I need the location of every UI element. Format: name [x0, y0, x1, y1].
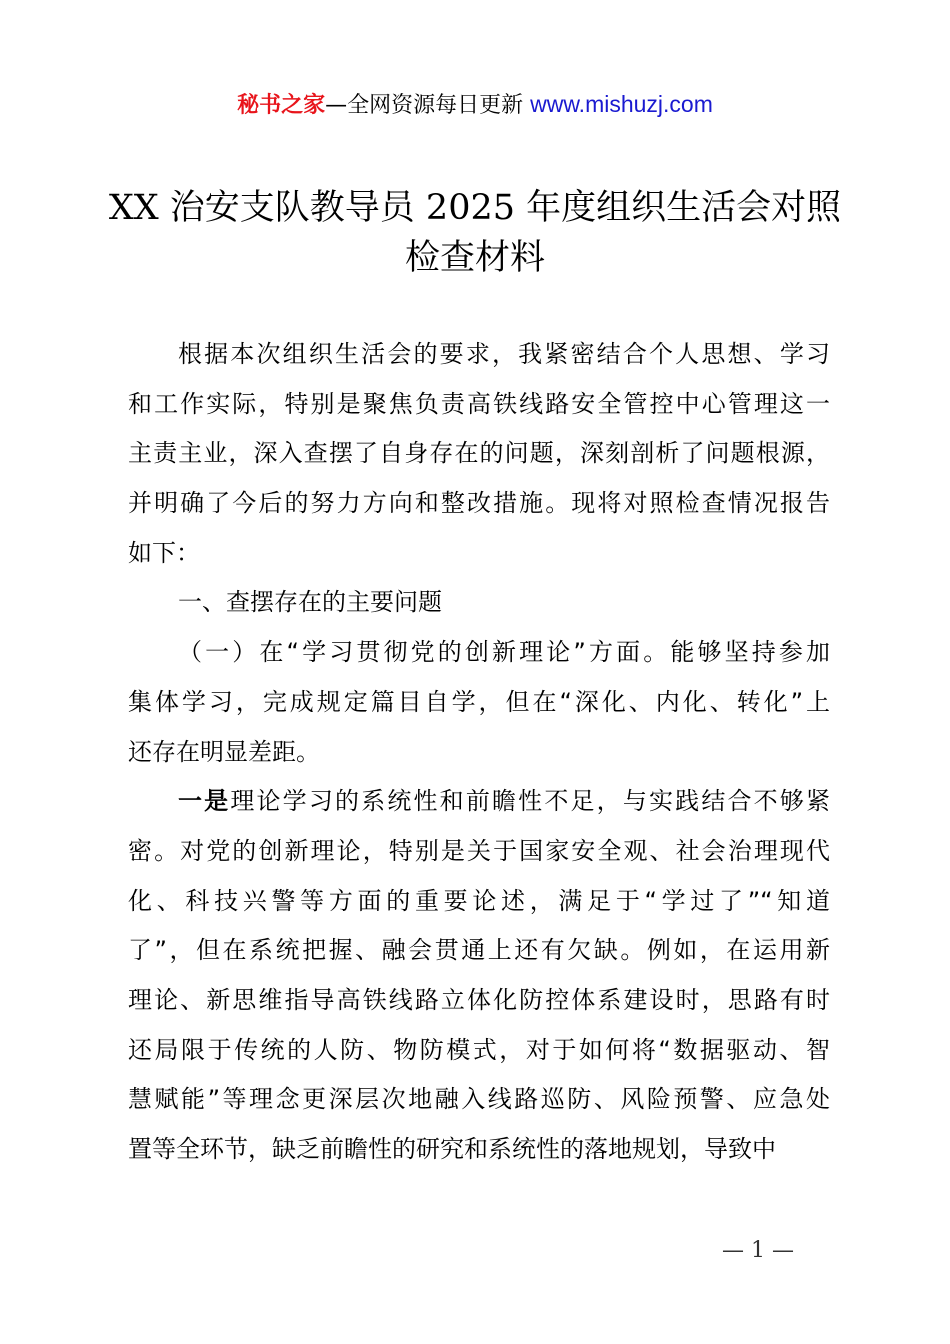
paragraph-line: [128, 429, 830, 479]
line-text: 了”，但在系统把握、融会贯通上还有欠缺。例如，在运用新: [128, 936, 830, 965]
document-body: [128, 330, 830, 1175]
line-text: 一、查摆存在的主要问题: [178, 588, 442, 617]
line-text: 还存在明显差距。: [128, 737, 320, 766]
line-text: 化、科技兴警等方面的重要论述，满足于“学过了”“知道: [128, 886, 830, 915]
site-header: [0, 88, 950, 119]
tagline: —全网资源每日更新: [325, 93, 524, 118]
paragraph-line: [128, 578, 830, 628]
line-text: 主责主业，深入查摆了自身存在的问题，深刻剖析了问题根源，: [128, 439, 830, 468]
title-line: XX 治安支队教导员 2025 年度组织生活会对照: [108, 188, 842, 228]
paragraph-line: [128, 330, 830, 380]
line-text: （一）在“学习贯彻党的创新理论”方面。能够坚持参加: [178, 638, 830, 667]
paragraph-line: [128, 827, 830, 877]
line-text: 如下：: [128, 538, 200, 567]
paragraph-line: [128, 728, 830, 778]
title-line: 检查材料: [404, 238, 545, 278]
document-title: [100, 183, 850, 283]
bold-lead: 一是: [178, 787, 231, 816]
site-url[interactable]: www.mishuzj.com: [530, 91, 713, 117]
paragraph-line: [128, 1125, 830, 1175]
paragraph-line: [128, 380, 830, 430]
paragraph-line: [128, 479, 830, 529]
paragraph-line: [128, 926, 830, 976]
line-text: 置等全环节，缺乏前瞻性的研究和系统性的落地规划，导致中: [128, 1135, 776, 1163]
paragraph-line: [128, 1026, 830, 1076]
paragraph-line: [128, 529, 830, 579]
paragraph-line: [128, 877, 830, 927]
paragraph-line: [128, 976, 830, 1026]
line-text: 理论学习的系统性和前瞻性不足，与实践结合不够紧: [230, 787, 831, 816]
page-number: — 1 —: [722, 1238, 794, 1263]
brand-name: 秘书之家: [237, 93, 326, 118]
line-text: 根据本次组织生活会的要求，我紧密结合个人思想、学习: [178, 340, 830, 368]
line-text: 慧赋能”等理念更深层次地融入线路巡防、风险预警、应急处: [128, 1085, 830, 1114]
paragraph-line: [128, 777, 830, 827]
line-text: 理论、新思维指导高铁线路立体化防控体系建设时，思路有时: [128, 985, 830, 1014]
paragraph-line: [128, 1075, 830, 1125]
line-text: 并明确了今后的努力方向和整改措施。现将对照检查情况报告: [128, 489, 830, 518]
line-text: 还局限于传统的人防、物防模式，对于如何将“数据驱动、智: [128, 1035, 830, 1064]
paragraph-line: [128, 628, 830, 678]
line-text: 集体学习，完成规定篇目自学，但在“深化、内化、转化”上: [128, 687, 830, 716]
line-text: 密。对党的创新理论，特别是关于国家安全观、社会治理现代: [128, 836, 830, 865]
paragraph-line: [128, 678, 830, 728]
line-text: 和工作实际，特别是聚焦负责高铁线路安全管控中心管理这一: [128, 389, 830, 418]
